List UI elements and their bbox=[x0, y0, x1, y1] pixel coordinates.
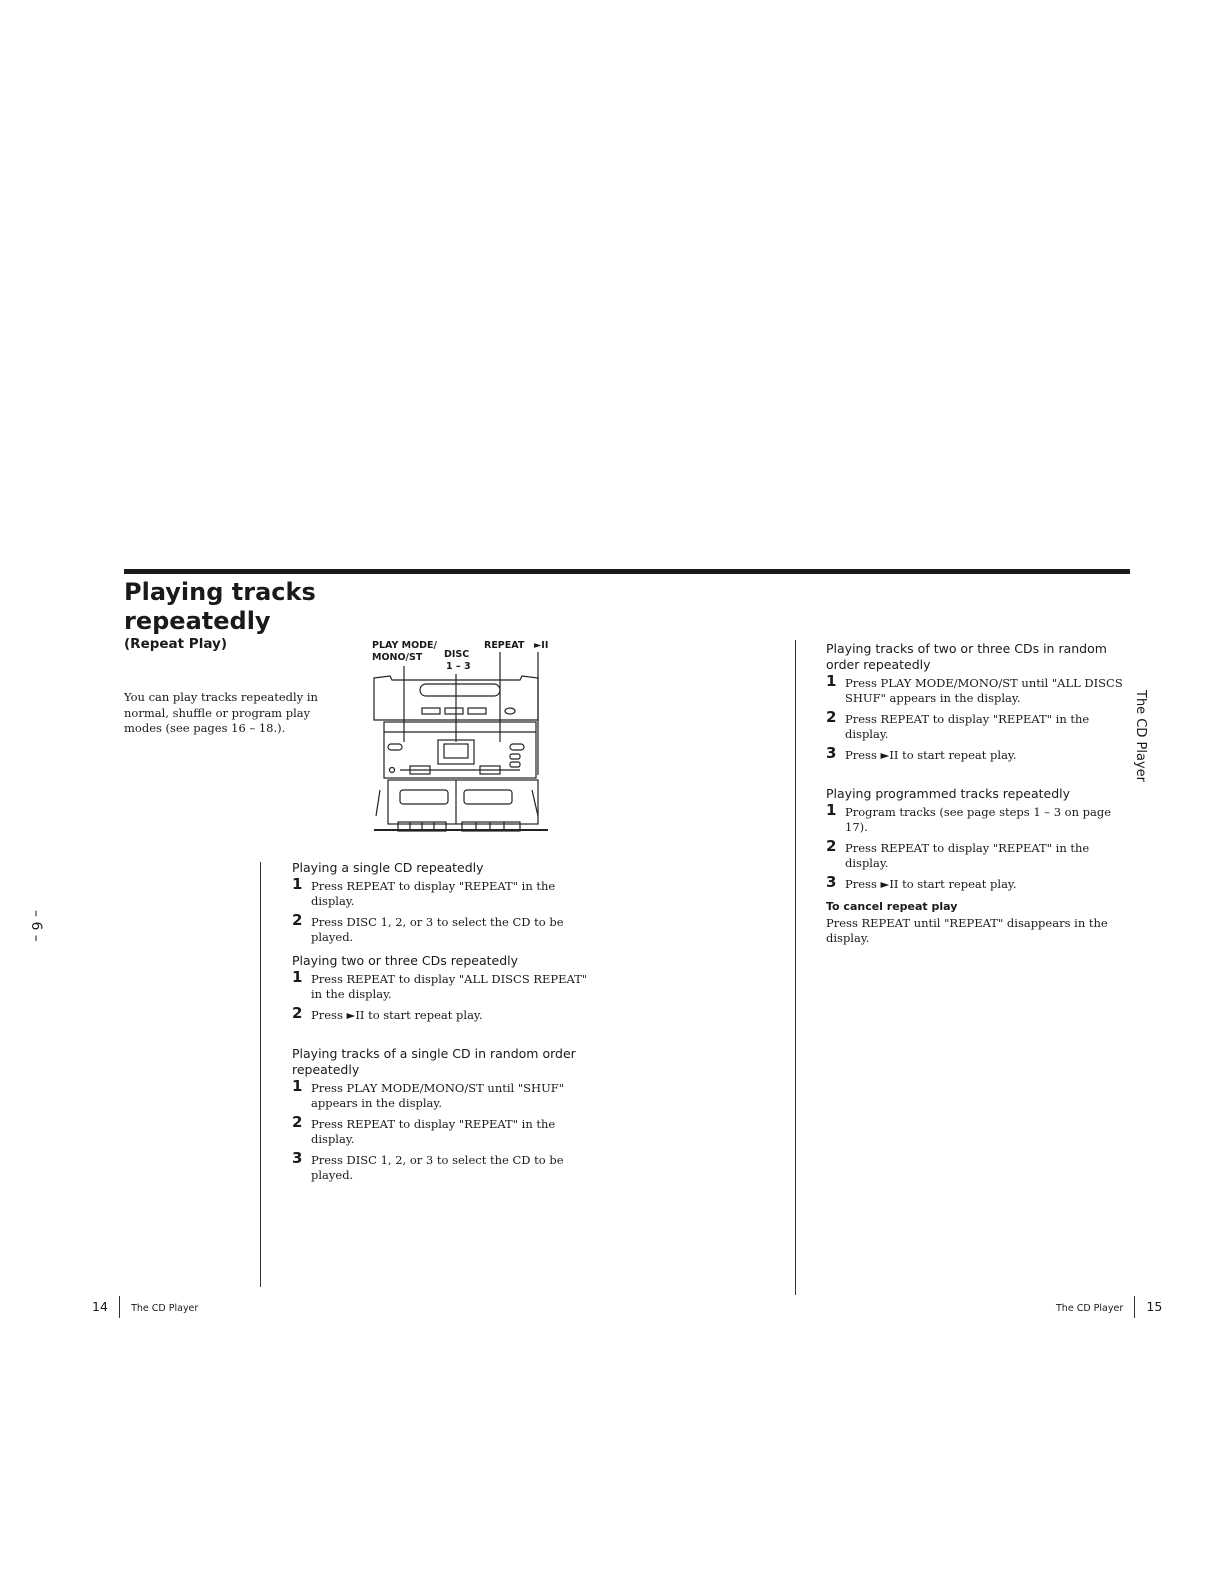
step-number: 1 bbox=[292, 968, 303, 986]
step-item bbox=[292, 1149, 592, 1183]
step-item bbox=[292, 968, 592, 1002]
label-play-pause: ►II bbox=[534, 640, 549, 651]
step-number: 3 bbox=[826, 873, 837, 891]
section-tab bbox=[1130, 690, 1154, 780]
step-text: Press ►II to start repeat play. bbox=[845, 748, 1017, 762]
page-subtitle: (Repeat Play) bbox=[124, 636, 227, 652]
step-text: Press PLAY MODE/MONO/ST until "SHUF" appears in the display. bbox=[311, 1081, 565, 1110]
section-heading: Playing programmed tracks repeatedly bbox=[826, 786, 1071, 801]
margin-page-mark: – 6 – bbox=[28, 910, 44, 942]
step-text: Press PLAY MODE/MONO/ST until "ALL DISCS SHUF" appears in the display. bbox=[845, 676, 1123, 705]
top-rule bbox=[124, 569, 1130, 574]
section-tab-label: The CD Player bbox=[1133, 690, 1148, 782]
step-number: 1 bbox=[826, 672, 837, 690]
step-item bbox=[826, 837, 1126, 871]
section-heading: Playing two or three CDs repeatedly bbox=[292, 953, 518, 968]
footer-left bbox=[92, 1296, 198, 1318]
page-title-line2: repeatedly bbox=[124, 607, 271, 635]
footer-right bbox=[1056, 1296, 1162, 1318]
step-item bbox=[826, 801, 1126, 835]
step-number: 1 bbox=[292, 875, 303, 893]
step-text: Press REPEAT to display "REPEAT" in the display. bbox=[845, 712, 1090, 741]
section-heading: Playing tracks of a single CD in random order repeatedly bbox=[292, 1046, 576, 1077]
step-text: Press ►II to start repeat play. bbox=[845, 877, 1017, 891]
label-disc-range: 1 – 3 bbox=[446, 661, 471, 672]
section-single-cd-random bbox=[292, 1046, 592, 1189]
step-item bbox=[292, 1113, 592, 1147]
step-number: 2 bbox=[292, 1004, 303, 1022]
footer-right-label: The CD Player bbox=[1056, 1303, 1124, 1314]
step-number: 2 bbox=[826, 837, 837, 855]
section-heading: Playing tracks of two or three CDs in random order repeatedly bbox=[826, 641, 1107, 672]
step-text: Press DISC 1, 2, or 3 to select the CD to be played. bbox=[311, 1153, 564, 1182]
step-text: Press REPEAT to display "REPEAT" in the display. bbox=[311, 1117, 556, 1146]
label-disc: DISC bbox=[444, 649, 470, 660]
step-text: Program tracks (see page steps 1 – 3 on page 17). bbox=[845, 805, 1112, 834]
step-item bbox=[826, 672, 1126, 706]
stereo-diagram bbox=[370, 640, 600, 850]
center-rule bbox=[795, 640, 796, 1295]
label-play-mode: PLAY MODE/ bbox=[372, 640, 438, 651]
step-number: 2 bbox=[292, 1113, 303, 1131]
stereo-unit-drawing bbox=[370, 640, 600, 850]
step-number: 3 bbox=[292, 1149, 303, 1167]
page-title-line1: Playing tracks bbox=[124, 578, 316, 606]
footer-left-divider bbox=[119, 1296, 120, 1318]
step-text: Press REPEAT to display "REPEAT" in the display. bbox=[845, 841, 1090, 870]
label-repeat: REPEAT bbox=[484, 640, 525, 651]
step-item bbox=[826, 873, 1126, 892]
intro-paragraph: You can play tracks repeatedly in normal, shuffle or program play modes (see pages 16 – 18.). bbox=[124, 690, 318, 735]
section-programmed bbox=[826, 786, 1126, 898]
footer-left-label: The CD Player bbox=[131, 1303, 199, 1314]
cancel-repeat-note bbox=[826, 900, 1116, 946]
step-item bbox=[292, 1077, 592, 1111]
footer-right-divider bbox=[1134, 1296, 1135, 1318]
page-title bbox=[124, 578, 316, 636]
step-number: 2 bbox=[826, 708, 837, 726]
step-item bbox=[292, 875, 592, 909]
section-two-three-cds bbox=[292, 953, 592, 1029]
cancel-heading: To cancel repeat play bbox=[826, 900, 958, 913]
step-text: Press REPEAT to display "REPEAT" in the display. bbox=[311, 879, 556, 908]
step-item bbox=[826, 744, 1126, 763]
step-text: Press ►II to start repeat play. bbox=[311, 1008, 483, 1022]
footer-left-page-number: 14 bbox=[92, 1299, 108, 1314]
step-item bbox=[826, 708, 1126, 742]
left-column-rule bbox=[260, 862, 261, 1287]
step-text: Press REPEAT to display "ALL DISCS REPEAT" in the display. bbox=[311, 972, 588, 1001]
section-single-cd bbox=[292, 860, 592, 951]
step-item bbox=[292, 1004, 592, 1023]
step-number: 1 bbox=[826, 801, 837, 819]
step-number: 3 bbox=[826, 744, 837, 762]
step-text: Press DISC 1, 2, or 3 to select the CD to be played. bbox=[311, 915, 564, 944]
step-item bbox=[292, 911, 592, 945]
section-heading: Playing a single CD repeatedly bbox=[292, 860, 484, 875]
footer-right-page-number: 15 bbox=[1146, 1299, 1163, 1314]
step-number: 1 bbox=[292, 1077, 303, 1095]
cancel-text: Press REPEAT until "REPEAT" disappears in the display. bbox=[826, 916, 1108, 945]
section-multi-cd-random bbox=[826, 641, 1126, 769]
label-mono-st: MONO/ST bbox=[372, 652, 423, 663]
step-number: 2 bbox=[292, 911, 303, 929]
